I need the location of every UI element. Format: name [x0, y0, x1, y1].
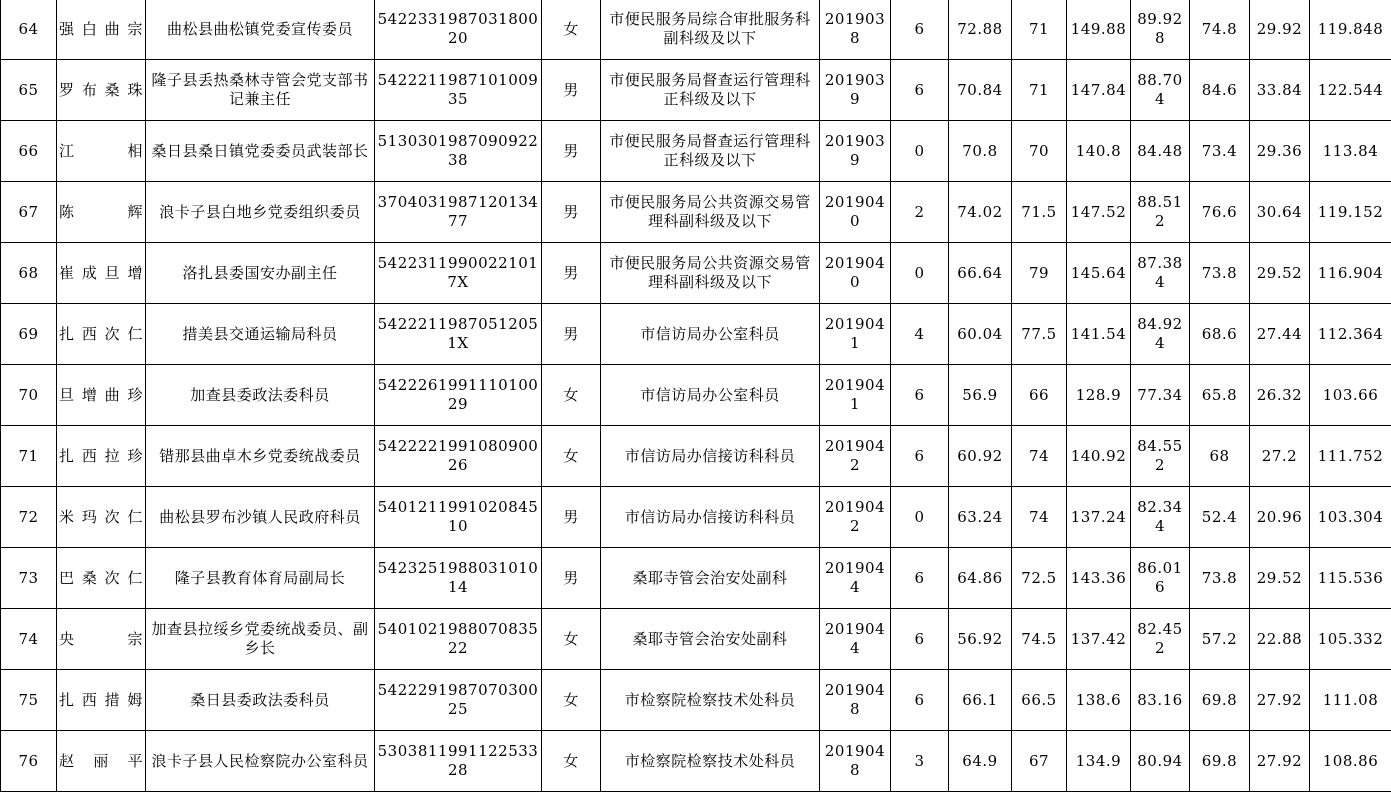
position-code-cell: 2019048 — [820, 670, 891, 731]
final-score-cell: 103.66 — [1310, 365, 1391, 426]
applied-position-cell: 桑耶寺管会治安处副科 — [601, 609, 820, 670]
gender-cell: 男 — [542, 548, 601, 609]
total-score-cell: 128.9 — [1067, 365, 1131, 426]
current-unit-cell: 错那县曲卓木乡党委统战委员 — [146, 426, 375, 487]
converted-score-cell: 86.016 — [1131, 548, 1190, 609]
weighted-assessment-cell: 29.92 — [1250, 0, 1310, 60]
id-number-cell: 542222199108090026 — [375, 426, 542, 487]
ratio-cell: 6 — [891, 0, 949, 60]
converted-score-cell: 84.552 — [1131, 426, 1190, 487]
current-unit-cell: 曲松县罗布沙镇人民政府科员 — [146, 487, 375, 548]
current-unit-cell: 桑日县委政法委科员 — [146, 670, 375, 731]
applied-position-cell: 市便民服务局公共资源交易管理科副科级及以下 — [601, 243, 820, 304]
id-number-cell: 54223119900221017X — [375, 243, 542, 304]
total-score-cell: 140.8 — [1067, 121, 1131, 182]
assessment-score-cell: 73.4 — [1190, 121, 1250, 182]
table-row — [1, 304, 1391, 365]
ratio-cell: 3 — [891, 731, 949, 792]
written-score-cell: 60.92 — [949, 426, 1012, 487]
interview-score-cell: 71 — [1012, 60, 1067, 121]
position-code-cell: 2019044 — [820, 548, 891, 609]
final-score-cell: 116.904 — [1310, 243, 1391, 304]
table-row — [1, 121, 1391, 182]
row-number-cell: 67 — [1, 182, 57, 243]
id-number-cell: 542233198703180020 — [375, 0, 542, 60]
position-code-cell: 2019039 — [820, 60, 891, 121]
final-score-cell: 112.364 — [1310, 304, 1391, 365]
name-cell: 米玛次仁 — [57, 487, 146, 548]
id-number-cell: 370403198712013477 — [375, 182, 542, 243]
position-code-cell: 2019042 — [820, 487, 891, 548]
final-score-cell: 103.304 — [1310, 487, 1391, 548]
name-cell: 崔成旦增 — [57, 243, 146, 304]
converted-score-cell: 83.16 — [1131, 670, 1190, 731]
name-cell: 扎西拉珍 — [57, 426, 146, 487]
table-body — [1, 0, 1391, 792]
id-number-cell: 530381199112253328 — [375, 731, 542, 792]
converted-score-cell: 89.928 — [1131, 0, 1190, 60]
name-cell: 罗布桑珠 — [57, 60, 146, 121]
id-number-cell: 513030198709092238 — [375, 121, 542, 182]
interview-score-cell: 74 — [1012, 487, 1067, 548]
weighted-assessment-cell: 29.36 — [1250, 121, 1310, 182]
gender-cell: 男 — [542, 60, 601, 121]
gender-cell: 女 — [542, 670, 601, 731]
written-score-cell: 64.9 — [949, 731, 1012, 792]
row-number-cell: 76 — [1, 731, 57, 792]
gender-cell: 女 — [542, 426, 601, 487]
ratio-cell: 4 — [891, 304, 949, 365]
gender-cell: 男 — [542, 243, 601, 304]
interview-score-cell: 66 — [1012, 365, 1067, 426]
written-score-cell: 70.84 — [949, 60, 1012, 121]
converted-score-cell: 80.94 — [1131, 731, 1190, 792]
name-cell: 旦增曲珍 — [57, 365, 146, 426]
interview-score-cell: 77.5 — [1012, 304, 1067, 365]
table-row — [1, 182, 1391, 243]
final-score-cell: 119.848 — [1310, 0, 1391, 60]
row-number-cell: 65 — [1, 60, 57, 121]
converted-score-cell: 77.34 — [1131, 365, 1190, 426]
row-number-cell: 72 — [1, 487, 57, 548]
table-row — [1, 0, 1391, 60]
row-number-cell: 73 — [1, 548, 57, 609]
assessment-score-cell: 68 — [1190, 426, 1250, 487]
position-code-cell: 2019041 — [820, 304, 891, 365]
interview-score-cell: 67 — [1012, 731, 1067, 792]
interview-score-cell: 79 — [1012, 243, 1067, 304]
weighted-assessment-cell: 27.92 — [1250, 670, 1310, 731]
row-number-cell: 74 — [1, 609, 57, 670]
name-cell: 扎西措姆 — [57, 670, 146, 731]
id-number-cell: 542226199111010029 — [375, 365, 542, 426]
ratio-cell: 6 — [891, 365, 949, 426]
assessment-score-cell: 52.4 — [1190, 487, 1250, 548]
current-unit-cell: 加查县拉绥乡党委统战委员、副乡长 — [146, 609, 375, 670]
final-score-cell: 111.752 — [1310, 426, 1391, 487]
id-number-cell: 540102198807083522 — [375, 609, 542, 670]
interview-score-cell: 72.5 — [1012, 548, 1067, 609]
row-number-cell: 64 — [1, 0, 57, 60]
ratio-cell: 0 — [891, 121, 949, 182]
table-row — [1, 426, 1391, 487]
converted-score-cell: 84.924 — [1131, 304, 1190, 365]
name-cell: 强白曲宗 — [57, 0, 146, 60]
assessment-score-cell: 74.8 — [1190, 0, 1250, 60]
interview-score-cell: 70 — [1012, 121, 1067, 182]
written-score-cell: 72.88 — [949, 0, 1012, 60]
interview-score-cell: 71.5 — [1012, 182, 1067, 243]
total-score-cell: 134.9 — [1067, 731, 1131, 792]
id-number-cell: 542325198803101014 — [375, 548, 542, 609]
ratio-cell: 6 — [891, 670, 949, 731]
name-cell: 巴桑次仁 — [57, 548, 146, 609]
assessment-score-cell: 84.6 — [1190, 60, 1250, 121]
ratio-cell: 6 — [891, 60, 949, 121]
gender-cell: 男 — [542, 487, 601, 548]
id-number-cell: 54222119870512051X — [375, 304, 542, 365]
written-score-cell: 60.04 — [949, 304, 1012, 365]
table-row — [1, 670, 1391, 731]
weighted-assessment-cell: 27.2 — [1250, 426, 1310, 487]
assessment-score-cell: 57.2 — [1190, 609, 1250, 670]
weighted-assessment-cell: 29.52 — [1250, 243, 1310, 304]
table-row — [1, 365, 1391, 426]
table-row — [1, 243, 1391, 304]
position-code-cell: 2019040 — [820, 243, 891, 304]
position-code-cell: 2019044 — [820, 609, 891, 670]
ratio-cell: 2 — [891, 182, 949, 243]
applied-position-cell: 桑耶寺管会治安处副科 — [601, 548, 820, 609]
total-score-cell: 147.84 — [1067, 60, 1131, 121]
row-number-cell: 70 — [1, 365, 57, 426]
written-score-cell: 70.8 — [949, 121, 1012, 182]
position-code-cell: 2019040 — [820, 182, 891, 243]
final-score-cell: 115.536 — [1310, 548, 1391, 609]
applied-position-cell: 市信访局办信接访科科员 — [601, 487, 820, 548]
written-score-cell: 66.64 — [949, 243, 1012, 304]
weighted-assessment-cell: 27.92 — [1250, 731, 1310, 792]
converted-score-cell: 88.704 — [1131, 60, 1190, 121]
converted-score-cell: 87.384 — [1131, 243, 1190, 304]
final-score-cell: 122.544 — [1310, 60, 1391, 121]
assessment-score-cell: 69.8 — [1190, 731, 1250, 792]
table-row — [1, 731, 1391, 792]
final-score-cell: 111.08 — [1310, 670, 1391, 731]
total-score-cell: 137.42 — [1067, 609, 1131, 670]
ratio-cell: 6 — [891, 426, 949, 487]
current-unit-cell: 隆子县教育体育局副局长 — [146, 548, 375, 609]
assessment-score-cell: 76.6 — [1190, 182, 1250, 243]
assessment-score-cell: 69.8 — [1190, 670, 1250, 731]
written-score-cell: 56.92 — [949, 609, 1012, 670]
current-unit-cell: 浪卡子县白地乡党委组织委员 — [146, 182, 375, 243]
ratio-cell: 0 — [891, 243, 949, 304]
written-score-cell: 63.24 — [949, 487, 1012, 548]
assessment-score-cell: 65.8 — [1190, 365, 1250, 426]
weighted-assessment-cell: 33.84 — [1250, 60, 1310, 121]
ratio-cell: 6 — [891, 548, 949, 609]
applied-position-cell: 市信访局办公室科员 — [601, 365, 820, 426]
final-score-cell: 105.332 — [1310, 609, 1391, 670]
final-score-cell: 113.84 — [1310, 121, 1391, 182]
total-score-cell: 141.54 — [1067, 304, 1131, 365]
name-cell: 陈辉 — [57, 182, 146, 243]
current-unit-cell: 浪卡子县人民检察院办公室科员 — [146, 731, 375, 792]
final-score-cell: 119.152 — [1310, 182, 1391, 243]
weighted-assessment-cell: 30.64 — [1250, 182, 1310, 243]
gender-cell: 男 — [542, 182, 601, 243]
ratio-cell: 0 — [891, 487, 949, 548]
weighted-assessment-cell: 22.88 — [1250, 609, 1310, 670]
written-score-cell: 56.9 — [949, 365, 1012, 426]
position-code-cell: 2019042 — [820, 426, 891, 487]
current-unit-cell: 曲松县曲松镇党委宣传委员 — [146, 0, 375, 60]
converted-score-cell: 82.344 — [1131, 487, 1190, 548]
gender-cell: 女 — [542, 731, 601, 792]
current-unit-cell: 桑日县桑日镇党委委员武装部长 — [146, 121, 375, 182]
id-number-cell: 540121199102084510 — [375, 487, 542, 548]
total-score-cell: 145.64 — [1067, 243, 1131, 304]
applied-position-cell: 市检察院检察技术处科员 — [601, 731, 820, 792]
position-code-cell: 2019048 — [820, 731, 891, 792]
weighted-assessment-cell: 27.44 — [1250, 304, 1310, 365]
name-cell: 扎西次仁 — [57, 304, 146, 365]
converted-score-cell: 82.452 — [1131, 609, 1190, 670]
total-score-cell: 149.88 — [1067, 0, 1131, 60]
assessment-score-cell: 73.8 — [1190, 548, 1250, 609]
applied-position-cell: 市便民服务局综合审批服务科副科级及以下 — [601, 0, 820, 60]
position-code-cell: 2019041 — [820, 365, 891, 426]
interview-score-cell: 74.5 — [1012, 609, 1067, 670]
gender-cell: 男 — [542, 304, 601, 365]
name-cell: 江相 — [57, 121, 146, 182]
applied-position-cell: 市信访局办公室科员 — [601, 304, 820, 365]
id-number-cell: 542221198710100935 — [375, 60, 542, 121]
written-score-cell: 66.1 — [949, 670, 1012, 731]
weighted-assessment-cell: 20.96 — [1250, 487, 1310, 548]
gender-cell: 男 — [542, 121, 601, 182]
row-number-cell: 71 — [1, 426, 57, 487]
current-unit-cell: 隆子县丢热桑林寺管会党支部书记兼主任 — [146, 60, 375, 121]
row-number-cell: 66 — [1, 121, 57, 182]
name-cell: 央宗 — [57, 609, 146, 670]
ratio-cell: 6 — [891, 609, 949, 670]
converted-score-cell: 84.48 — [1131, 121, 1190, 182]
total-score-cell: 137.24 — [1067, 487, 1131, 548]
gender-cell: 女 — [542, 609, 601, 670]
applied-position-cell: 市便民服务局督查运行管理科正科级及以下 — [601, 121, 820, 182]
final-score-cell: 108.86 — [1310, 731, 1391, 792]
assessment-score-cell: 68.6 — [1190, 304, 1250, 365]
position-code-cell: 2019039 — [820, 121, 891, 182]
interview-score-cell: 66.5 — [1012, 670, 1067, 731]
written-score-cell: 64.86 — [949, 548, 1012, 609]
interview-score-cell: 74 — [1012, 426, 1067, 487]
gender-cell: 女 — [542, 0, 601, 60]
applied-position-cell: 市信访局办信接访科科员 — [601, 426, 820, 487]
row-number-cell: 68 — [1, 243, 57, 304]
position-code-cell: 2019038 — [820, 0, 891, 60]
current-unit-cell: 措美县交通运输局科员 — [146, 304, 375, 365]
total-score-cell: 147.52 — [1067, 182, 1131, 243]
name-cell: 赵丽平 — [57, 731, 146, 792]
total-score-cell: 143.36 — [1067, 548, 1131, 609]
written-score-cell: 74.02 — [949, 182, 1012, 243]
weighted-assessment-cell: 29.52 — [1250, 548, 1310, 609]
table-row — [1, 548, 1391, 609]
interview-score-cell: 71 — [1012, 0, 1067, 60]
total-score-cell: 138.6 — [1067, 670, 1131, 731]
current-unit-cell: 加查县委政法委科员 — [146, 365, 375, 426]
gender-cell: 女 — [542, 365, 601, 426]
table-row — [1, 60, 1391, 121]
applied-position-cell: 市检察院检察技术处科员 — [601, 670, 820, 731]
weighted-assessment-cell: 26.32 — [1250, 365, 1310, 426]
applied-position-cell: 市便民服务局督查运行管理科正科级及以下 — [601, 60, 820, 121]
total-score-cell: 140.92 — [1067, 426, 1131, 487]
assessment-score-cell: 73.8 — [1190, 243, 1250, 304]
table-row — [1, 609, 1391, 670]
id-number-cell: 542229198707030025 — [375, 670, 542, 731]
table-row — [1, 487, 1391, 548]
converted-score-cell: 88.512 — [1131, 182, 1190, 243]
row-number-cell: 75 — [1, 670, 57, 731]
current-unit-cell: 洛扎县委国安办副主任 — [146, 243, 375, 304]
applied-position-cell: 市便民服务局公共资源交易管理科副科级及以下 — [601, 182, 820, 243]
row-number-cell: 69 — [1, 304, 57, 365]
